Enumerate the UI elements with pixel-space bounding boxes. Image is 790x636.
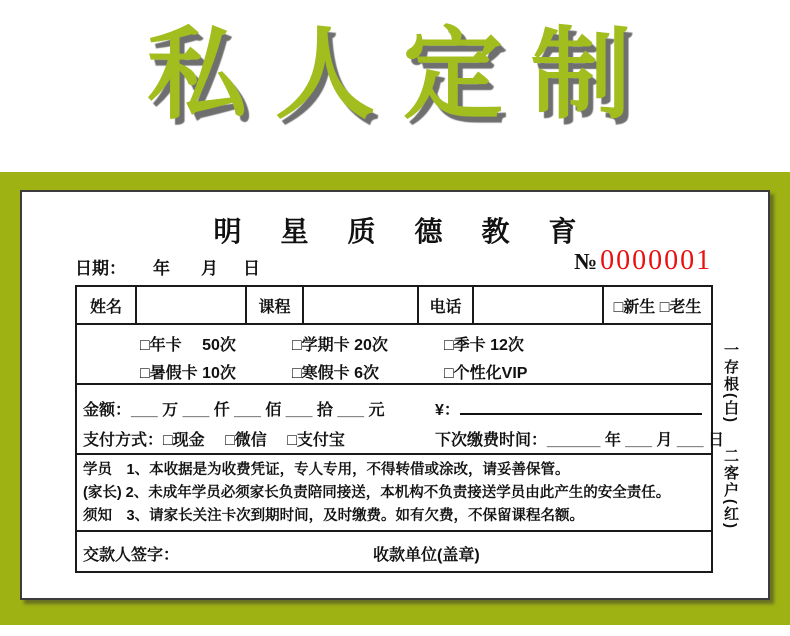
amount-row bbox=[77, 385, 725, 455]
organization-title: 明 星 质 德 教 育 bbox=[213, 217, 593, 248]
amount-numeric-line bbox=[435, 397, 702, 420]
name-value-cell bbox=[137, 287, 247, 323]
date-label: 日期： bbox=[75, 259, 126, 278]
serial-prefix: № bbox=[574, 249, 598, 274]
serial-number: 0000001 bbox=[600, 245, 713, 276]
phone-label: 电话 bbox=[419, 287, 474, 323]
checkbox-season-card: □季卡 12次 bbox=[444, 337, 524, 354]
student-type-checkboxes: □新生 □老生 bbox=[613, 298, 702, 316]
banner bbox=[0, 10, 790, 160]
date-day-label: 日 bbox=[243, 259, 260, 278]
copy-note-customer: 二客户(红) bbox=[722, 448, 739, 531]
notes-row bbox=[77, 455, 711, 532]
copy-colors-note bbox=[720, 342, 741, 552]
checkbox-vip-card: □个性化VIP bbox=[444, 365, 528, 382]
payment-method-line: 支付方式：□现金 □微信 □支付宝 bbox=[83, 432, 345, 449]
checkbox-summer-card: □暑假卡 10次 bbox=[140, 365, 236, 382]
receiver-stamp-label: 收款单位(盖章) bbox=[373, 547, 480, 564]
course-label: 课程 bbox=[247, 287, 304, 323]
copy-note-stub: 一存根(白) bbox=[722, 342, 739, 424]
date-month-label: 月 bbox=[201, 259, 218, 278]
checkbox-year-card: □年卡 50次 bbox=[140, 337, 236, 354]
payer-signature-label: 交款人签字： bbox=[83, 547, 180, 564]
course-value-cell bbox=[304, 287, 419, 323]
note-line-3: 须知 3、请家长关注卡次到期时间，及时缴费。如有欠费，不保留课程名额。 bbox=[83, 508, 585, 524]
note-line-1: 学员 1、本收据是为收费凭证，专人专用，不得转借或涂改，请妥善保管。 bbox=[83, 462, 570, 478]
amount-in-words-line: 金额：___ 万 ___ 仟 ___ 佰 ___ 拾 ___ 元 bbox=[83, 402, 385, 419]
note-line-2: (家长) 2、未成年学员必须家长负责陪同接送，本机构不负责接送学员由此产生的安全责任。 bbox=[83, 485, 671, 501]
date-year-label: 年 bbox=[153, 259, 170, 278]
card-options-line1 bbox=[77, 332, 711, 352]
serial-number-block bbox=[574, 245, 712, 277]
card-options-line2 bbox=[77, 360, 711, 380]
receipt-sheet bbox=[20, 190, 770, 600]
amount-blank-line bbox=[460, 397, 702, 415]
phone-value-cell bbox=[474, 287, 604, 323]
name-label: 姓名 bbox=[77, 287, 137, 323]
checkbox-semester-card: □学期卡 20次 bbox=[292, 337, 388, 354]
banner-title: 私人定制 bbox=[147, 19, 659, 131]
form-table bbox=[75, 285, 725, 573]
card-options-row bbox=[77, 325, 711, 385]
signature-row bbox=[77, 532, 711, 571]
yen-label: ¥： bbox=[435, 402, 460, 419]
next-payment-date-line: 下次缴费时间：______ 年 ___ 月 ___ 日 bbox=[435, 432, 725, 449]
info-row bbox=[77, 287, 711, 325]
checkbox-winter-card: □寒假卡 6次 bbox=[292, 365, 380, 382]
